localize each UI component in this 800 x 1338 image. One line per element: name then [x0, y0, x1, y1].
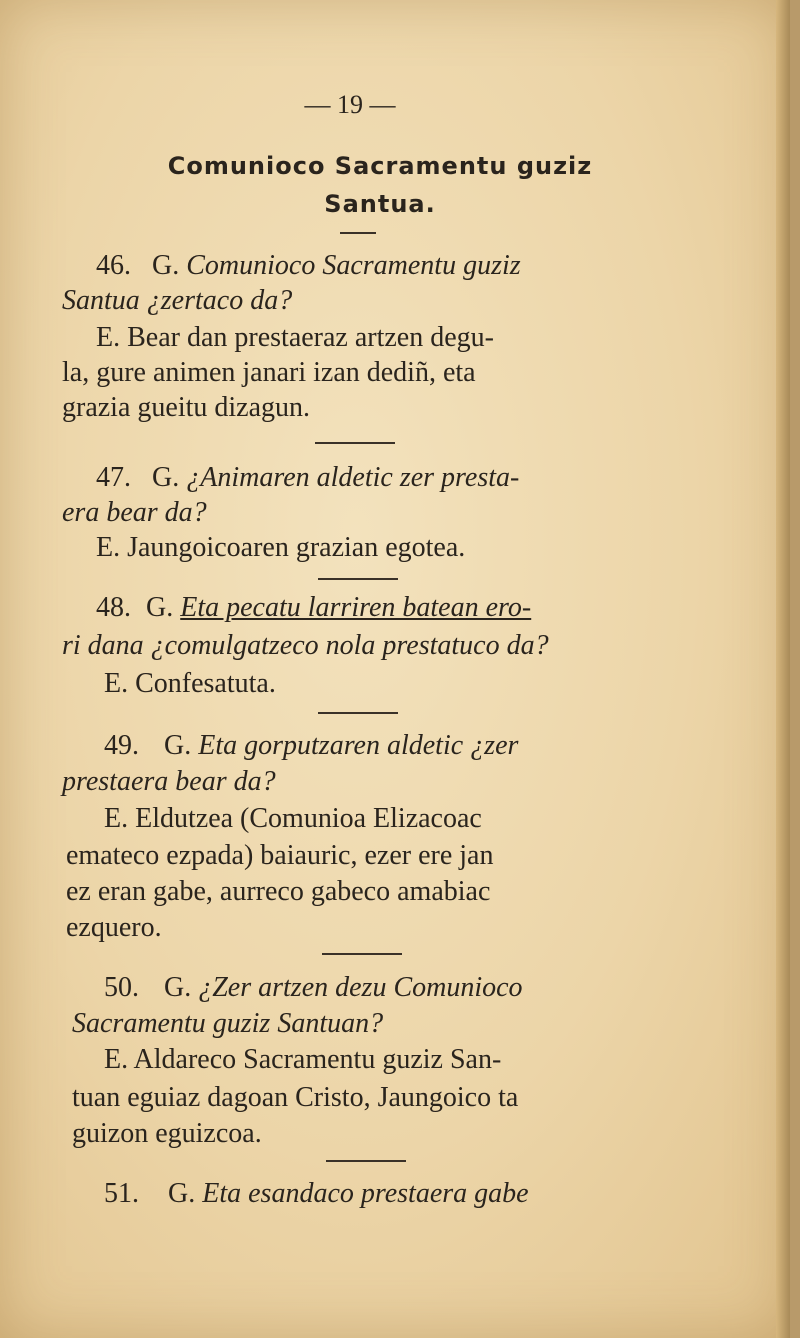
entry-50-answer-line-1: E. Aldareco Sacramentu guziz San- [104, 1044, 502, 1075]
entry-49-answer-line-3: ez eran gabe, aurreco gabeco amabiac [66, 876, 491, 907]
entry-number: 46. [96, 250, 131, 281]
entry-46-answer-line-1: E. Bear dan prestaeraz artzen degu- [96, 322, 494, 353]
entry-number: 51. [104, 1178, 139, 1209]
entry-47-question-line-1 [96, 462, 716, 494]
question-marker: G. [146, 592, 174, 623]
entry-50-answer-line-3: guizon eguizcoa. [72, 1118, 262, 1149]
page-spine-edge [776, 0, 790, 1338]
entry-49-answer-line-1: E. Eldutzea (Comunioa Elizacoac [104, 803, 482, 834]
question-text: Eta esandaco prestaera gabe [202, 1178, 529, 1209]
entry-49-question-line-2: prestaera bear da? [62, 766, 276, 797]
heading-divider [340, 232, 376, 234]
question-text: Eta pecatu larriren batean ero- [180, 592, 532, 623]
entry-49-question-line-1 [104, 730, 724, 762]
entry-48-answer-line-1: E. Confesatuta. [104, 668, 276, 699]
question-marker: G. [152, 462, 180, 493]
entry-46-answer-line-3: grazia gueitu dizagun. [62, 392, 311, 423]
page-number: — 19 — [304, 90, 396, 119]
entry-47-question-line-2: era bear da? [62, 497, 207, 528]
question-text: Eta gorputzaren aldetic ¿zer [198, 730, 519, 761]
entry-number: 49. [104, 730, 139, 761]
entry-50-answer-line-2: tuan eguiaz dagoan Cristo, Jaungoico ta [72, 1082, 519, 1113]
entry-49-answer-line-4: ezquero. [66, 912, 162, 943]
question-text: Comunioco Sacramentu guziz [186, 250, 521, 281]
question-marker: G. [164, 972, 192, 1003]
entry-51-question-line-1 [104, 1178, 724, 1210]
entry-49-answer-line-2: emateco ezpada) baiauric, ezer ere jan [66, 840, 494, 871]
question-marker: G. [164, 730, 192, 761]
entry-46-question-line-1 [96, 250, 716, 282]
entry-number: 47. [96, 462, 131, 493]
entry-47-answer-line-1: E. Jaungoicoaren grazian egotea. [96, 532, 466, 563]
section-heading-line-1: Comunioco Sacramentu guziz [167, 152, 593, 180]
entry-50-question-line-2: Sacramentu guziz Santuan? [72, 1008, 384, 1039]
entry-divider [318, 712, 398, 714]
entry-46-answer-line-2: la, gure animen janari izan dediñ, eta [62, 357, 476, 388]
entry-48-question-line-1 [96, 592, 716, 624]
entry-50-question-line-1 [104, 972, 724, 1004]
entry-number: 48. [96, 592, 131, 623]
entry-48-question-line-2: ri dana ¿comulgatzeco nola prestatuco da? [62, 630, 549, 661]
entry-divider [318, 578, 398, 580]
entry-number: 50. [104, 972, 139, 1003]
section-heading-line-2: Santua. [324, 190, 436, 218]
entry-46-question-line-2: Santua ¿zertaco da? [62, 285, 293, 316]
entry-divider [315, 442, 395, 444]
entry-divider [322, 953, 402, 955]
question-marker: G. [168, 1178, 196, 1209]
question-text: ¿Zer artzen dezu Comunioco [198, 972, 523, 1003]
question-text: ¿Animaren aldetic zer presta- [186, 462, 520, 493]
entry-divider [326, 1160, 406, 1162]
question-marker: G. [152, 250, 180, 281]
